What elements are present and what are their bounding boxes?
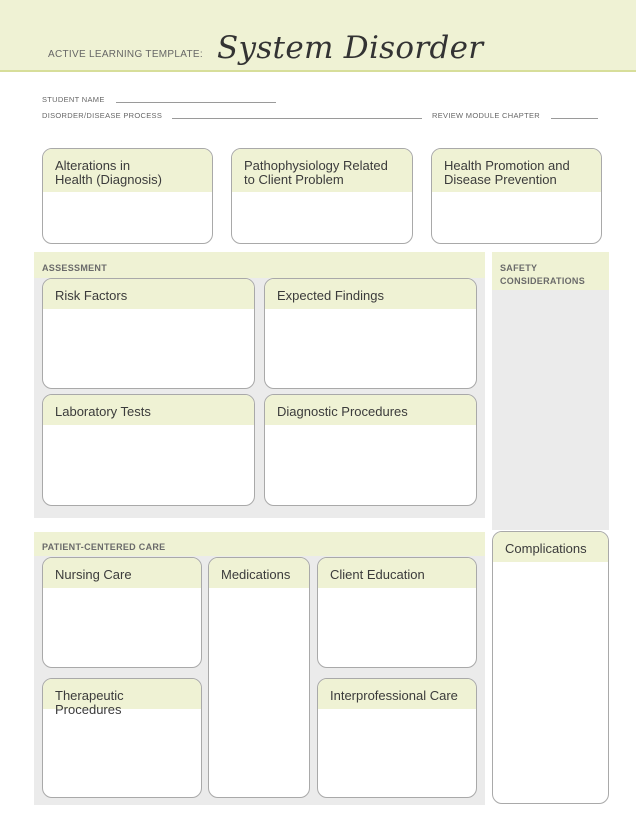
student-name-field[interactable]	[116, 102, 276, 103]
nursing-care-header	[43, 558, 201, 588]
medications-header	[209, 558, 309, 588]
risk-factors-box[interactable]	[42, 278, 255, 389]
alterations-in-health-box[interactable]	[42, 148, 213, 244]
alterations-in-health-header	[43, 149, 212, 192]
therapeutic-procedures-label: Therapeutic Procedures	[55, 688, 124, 717]
interprofessional-care-label: Interprofessional Care	[330, 688, 458, 703]
client-education-label: Client Education	[330, 567, 425, 582]
client-education-box[interactable]	[317, 557, 477, 668]
laboratory-tests-label: Laboratory Tests	[55, 404, 151, 419]
interprofessional-care-box[interactable]	[317, 678, 477, 798]
diagnostic-procedures-label: Diagnostic Procedures	[277, 404, 408, 419]
pathophysiology-box[interactable]	[231, 148, 413, 244]
template-prefix: ACTIVE LEARNING TEMPLATE:	[48, 49, 203, 60]
expected-findings-box[interactable]	[264, 278, 477, 389]
client-education-header	[318, 558, 476, 588]
medications-box[interactable]	[208, 557, 310, 798]
health-promotion-header	[432, 149, 601, 192]
therapeutic-procedures-header	[43, 679, 201, 717]
health-promotion-box[interactable]	[431, 148, 602, 244]
disorder-process-label: DISORDER/DISEASE PROCESS	[42, 111, 163, 120]
pathophysiology-header	[232, 149, 412, 192]
disorder-process-field[interactable]	[172, 118, 422, 119]
diagnostic-procedures-box[interactable]	[264, 394, 477, 506]
risk-factors-header	[43, 279, 254, 309]
risk-factors-label: Risk Factors	[55, 288, 128, 303]
complications-box[interactable]	[492, 531, 609, 804]
template-header	[0, 0, 636, 72]
health-promotion-label: Health Promotion and Disease Prevention	[444, 158, 570, 187]
laboratory-tests-box[interactable]	[42, 394, 255, 506]
template-title: System Disorder	[217, 30, 484, 66]
laboratory-tests-header	[43, 395, 254, 425]
alterations-in-health-label: Alterations in Health (Diagnosis)	[55, 158, 162, 187]
medications-label: Medications	[221, 567, 291, 582]
therapeutic-procedures-box[interactable]	[42, 678, 202, 798]
interprofessional-care-header	[318, 679, 476, 709]
nursing-care-label: Nursing Care	[55, 567, 132, 582]
student-name-label: STUDENT NAME	[42, 95, 105, 104]
nursing-care-box[interactable]	[42, 557, 202, 668]
review-module-chapter-field[interactable]	[551, 118, 598, 119]
pathophysiology-label: Pathophysiology Related to Client Problem	[244, 158, 388, 187]
expected-findings-header	[265, 279, 476, 309]
safety-considerations-panel[interactable]	[492, 252, 609, 530]
assessment-heading: ASSESSMENT	[42, 263, 108, 273]
safety-considerations-heading: SAFETY CONSIDERATIONS	[500, 263, 586, 286]
patient-centered-care-heading: PATIENT-CENTERED CARE	[42, 542, 166, 552]
complications-label: Complications	[505, 541, 587, 556]
review-module-chapter-label: REVIEW MODULE CHAPTER	[432, 111, 540, 120]
expected-findings-label: Expected Findings	[277, 288, 384, 303]
complications-header	[493, 532, 608, 562]
diagnostic-procedures-header	[265, 395, 476, 425]
